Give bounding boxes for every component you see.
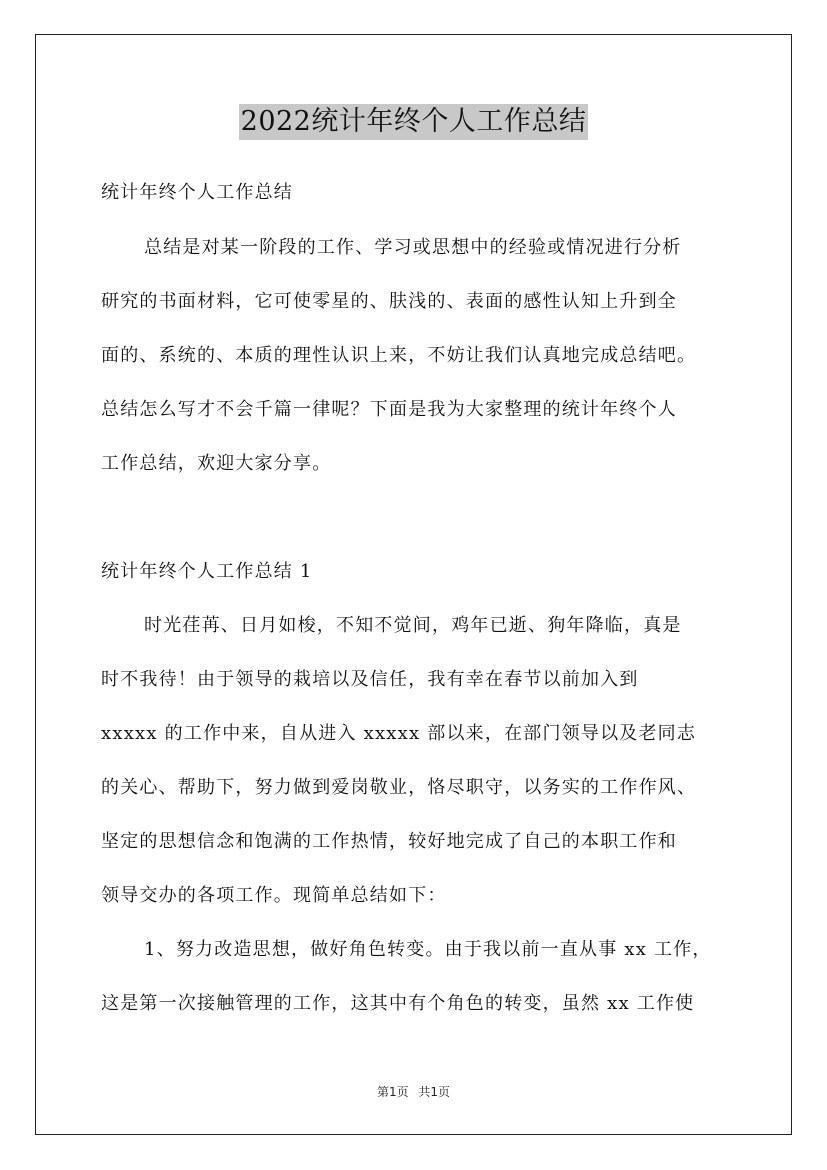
paragraph-line: 领导交办的各项工作。现简单总结如下：: [101, 885, 447, 906]
title-container: [0, 104, 827, 140]
paragraph-line: 坚定的思想信念和饱满的工作热情，较好地完成了自己的本职工作和: [101, 831, 677, 852]
document-title: 2022统计年终个人工作总结: [239, 104, 589, 140]
paragraph-line: 时不我待！由于领导的栽培以及信任，我有幸在春节以前加入到: [101, 669, 639, 690]
paragraph-line: 的关心、帮助下，努力做到爱岗敬业，恪尽职守，以务实的工作作风、: [101, 777, 697, 798]
section-heading: 统计年终个人工作总结 1: [101, 561, 313, 582]
intro-line: 面的、系统的、本质的理性认识上来，不妨让我们认真地完成总结吧。: [101, 345, 697, 366]
page-footer: [0, 1083, 827, 1100]
paragraph-line: 这是第一次接触管理的工作，这其中有个角色的转变，虽然 xx 工作使: [101, 993, 695, 1014]
subtitle: 统计年终个人工作总结: [101, 182, 293, 203]
intro-line: 工作总结，欢迎大家分享。: [101, 453, 332, 474]
paragraph-line: 时光荏苒、日月如梭，不知不觉间，鸡年已逝、狗年降临，真是: [144, 615, 682, 636]
intro-line: 研究的书面材料，它可使零星的、肤浅的、表面的感性认知上升到全: [101, 291, 677, 312]
page-number-current: 第1页: [376, 1085, 409, 1099]
intro-line: 总结是对某一阶段的工作、学习或思想中的经验或情况进行分析: [144, 237, 682, 258]
page-number-total: 共1页: [418, 1085, 451, 1099]
intro-line: 总结怎么写才不会千篇一律呢？下面是我为大家整理的统计年终个人: [101, 399, 677, 420]
paragraph-line: xxxxx 的工作中来，自从进入 xxxxx 部以来，在部门领导以及老同志: [101, 723, 697, 744]
paragraph-line: 1、努力改造思想，做好角色转变。由于我以前一直从事 xx 工作，: [144, 939, 712, 960]
